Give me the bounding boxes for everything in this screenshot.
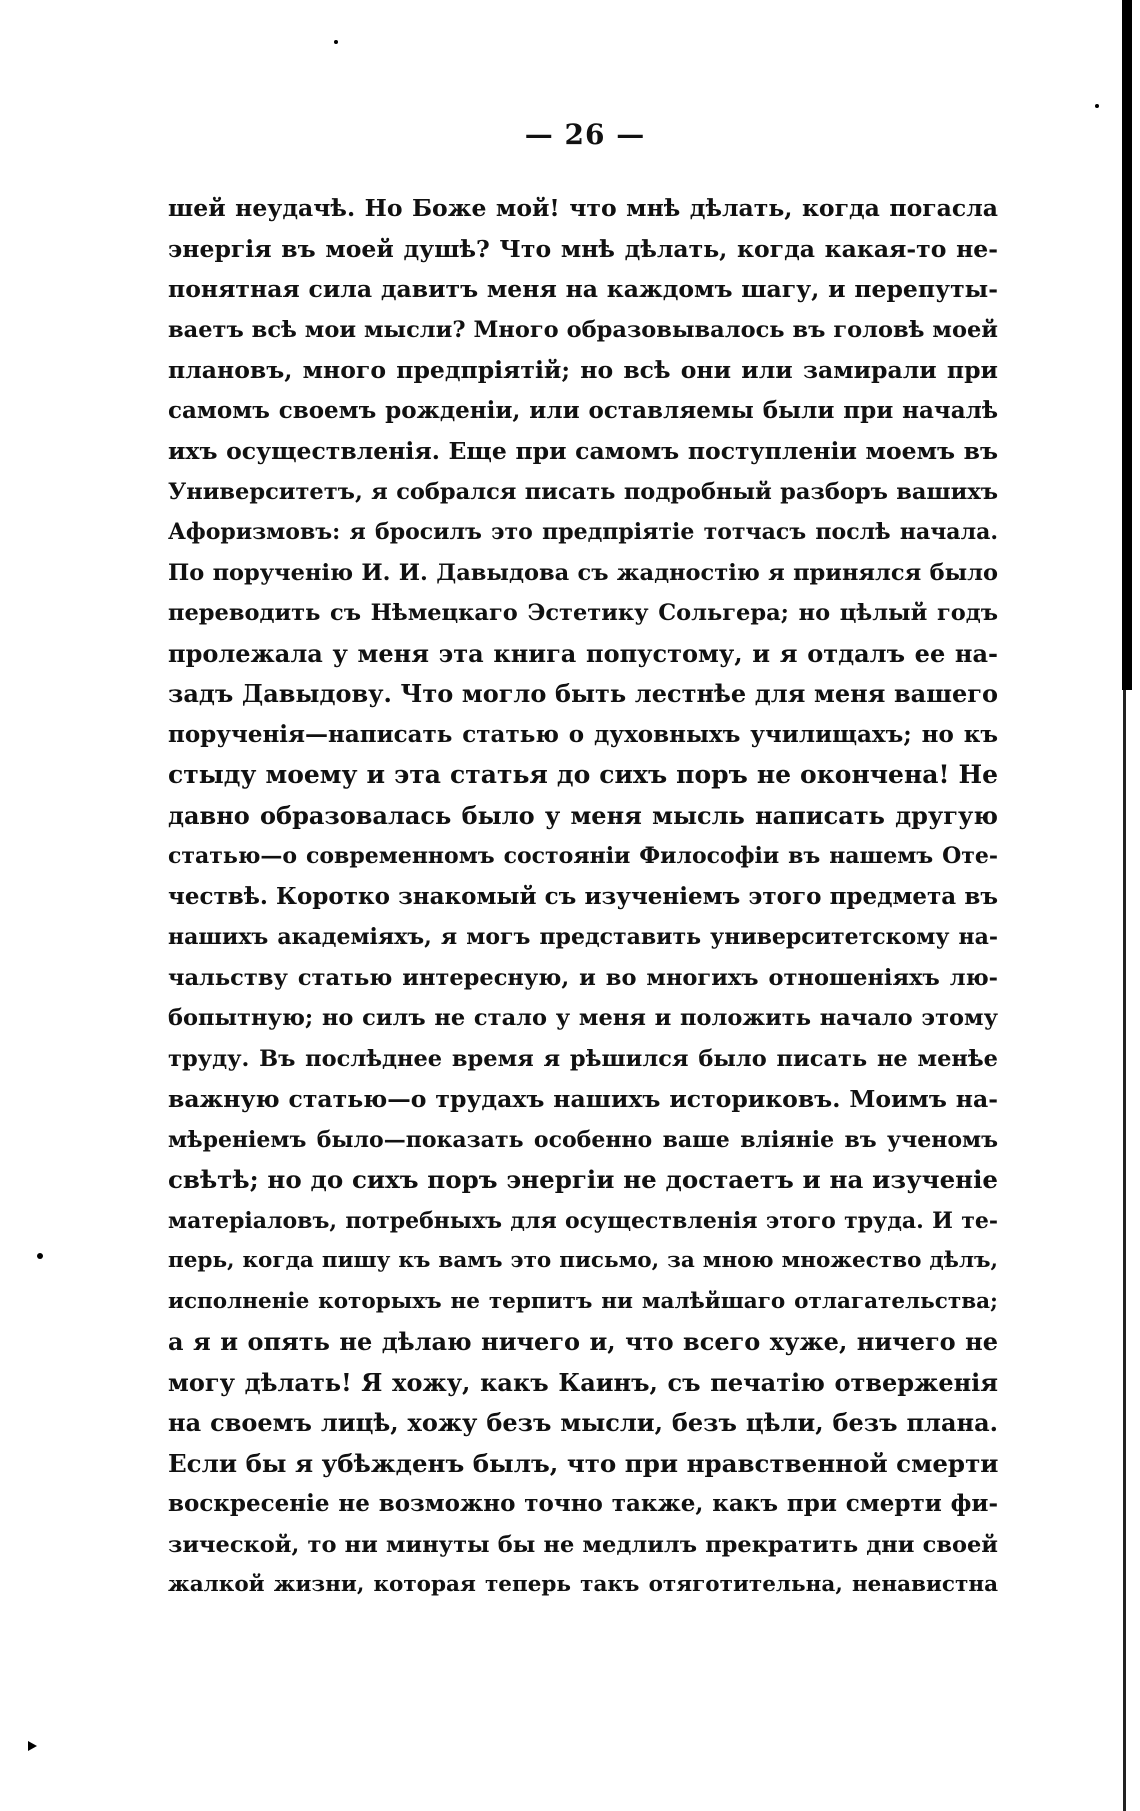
speck-mark <box>37 1253 43 1259</box>
text-line: чальству статью интересную, и во многихъ отношеніяхъ лю- <box>168 964 998 991</box>
text-line: энергія въ моей душѣ? Что мнѣ дѣлать, когда какая-то не- <box>168 234 998 263</box>
text-line: важную статью—о трудахъ нашихъ историковъ. Моимъ на- <box>168 1085 998 1113</box>
text-line: на своемъ лицѣ, хожу безъ мысли, безъ цѣли, безъ плана. <box>168 1408 998 1437</box>
text-line: нашихъ академіяхъ, я могъ представить университетскому на- <box>168 924 998 950</box>
text-line: По порученію И. И. Давыдова съ жадностію я принялся было <box>168 559 998 586</box>
text-line: порученія—написать статью о духовныхъ училищахъ; но къ <box>168 720 998 748</box>
text-line: а я и опять не дѣлаю ничего и, что всего хуже, ничего не <box>168 1327 998 1356</box>
text-line: давно образовалась было у меня мысль написать другую <box>168 800 998 830</box>
text-line: могу дѣлать! Я хожу, какъ Каинъ, съ печатію отверженія <box>168 1367 998 1397</box>
text-line: ваетъ всѣ мои мысли? Много образовывалось въ головѣ моей <box>168 316 998 343</box>
text-line: матеріаловъ, потребныхъ для осуществленія этого труда. И те- <box>168 1207 998 1234</box>
text-line: переводить съ Нѣмецкаго Эстетику Сольгера; но цѣлый годъ <box>168 600 998 626</box>
text-line: воскресеніе не возможно точно также, какъ при смерти фи- <box>168 1490 998 1517</box>
text-line: перь, когда пишу къ вамъ это письмо, за мною множество дѣлъ, <box>168 1248 998 1273</box>
text-line: свѣтѣ; но до сихъ поръ энергіи не достаетъ и на изученіе <box>168 1165 998 1194</box>
text-line: Афоризмовъ: я бросилъ это предпріятіе тотчасъ послѣ начала. <box>168 519 998 545</box>
page-binding-edge <box>1122 0 1132 690</box>
text-line: исполненіе которыхъ не терпитъ ни малѣйшаго отлагательства; <box>168 1288 998 1314</box>
text-line: задъ Давыдову. Что могло быть лестнѣе для меня вашего <box>168 679 998 708</box>
text-line: стыду моему и эта статья до сихъ поръ не окончена! Не <box>168 760 998 789</box>
text-line: пролежала у меня эта книга попустому, и я отдалъ ее на- <box>168 638 998 668</box>
text-line: самомъ своемъ рожденіи, или оставляемы были при началѣ <box>168 396 998 424</box>
text-line: чествѣ. Коротко знакомый съ изученіемъ этого предмета въ <box>168 882 998 910</box>
speck-mark <box>1095 104 1099 108</box>
text-line: труду. Въ послѣднее время я рѣшился было писать не менѣе <box>168 1045 998 1072</box>
text-line: Если бы я убѣжденъ былъ, что при нравственной смерти <box>168 1448 999 1478</box>
body-text <box>168 188 998 1606</box>
text-line: зической, то ни минуты бы не медлилъ прекратить дни своей <box>168 1531 998 1558</box>
text-line: бопытную; но силъ не стало у меня и положить начало этому <box>168 1005 998 1031</box>
text-line: плановъ, много предпріятій; но всѣ они или замирали при <box>168 356 998 384</box>
text-line: Университетъ, я собрался писать подробный разборъ вашихъ <box>168 478 998 505</box>
text-line: статью—о современномъ состояніи Философіи въ нашемъ Оте- <box>168 843 998 869</box>
page-number: — 26 — <box>524 118 646 151</box>
text-line: жалкой жизни, которая теперь такъ отяготительна, ненавистна <box>168 1572 998 1597</box>
text-line: ихъ осуществленія. Еще при самомъ поступленіи моемъ въ <box>168 437 998 465</box>
page-binding-line <box>1123 690 1126 1811</box>
text-line: шей неудачѣ. Но Боже мой! что мнѣ дѣлать, когда погасла <box>168 194 998 222</box>
text-line: понятная сила давитъ меня на каждомъ шагу, и перепуты- <box>168 275 998 303</box>
speck-mark <box>28 1741 37 1751</box>
speck-mark <box>334 40 338 44</box>
text-line: мѣреніемъ было—показать особенно ваше вліяніе въ ученомъ <box>168 1126 998 1153</box>
